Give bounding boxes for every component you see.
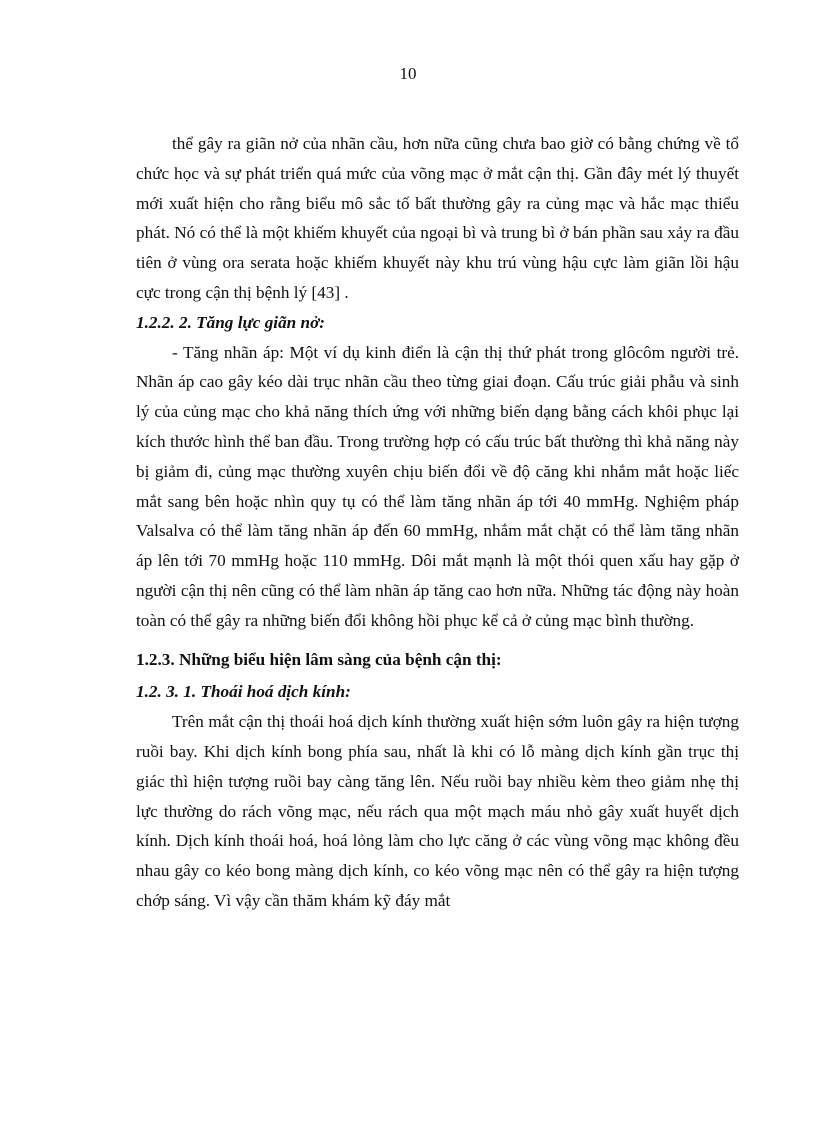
heading-tang-luc-gian-no: 1.2.2. 2. Tăng lực giãn nở: [136, 312, 326, 332]
paragraph-continued: thể gây ra giãn nở của nhãn cầu, hơn nữa cũng chưa bao giờ có bằng chứng về tổ chức học và sự phát triển quá mức của võng mạc ở mắt cận thị. Gần đây mét lý thuyết mới xuất hiện cho rằng biểu mô sắc tố bất thường gây ra củng mạc và hắc mạc thiểu phát. Nó có thể là một khiếm khuyết của ngoại bì và trung bì ở bán phần sau xảy ra đầu tiên ở vùng ora serata hoặc khiếm khuyết này khu trú vùng hậu cực làm giãn lồi hậu cực trong cận thị bệnh lý [43] . [136, 134, 739, 302]
page-content [136, 129, 739, 916]
spacer [136, 636, 739, 645]
heading-thoai-hoa-dich-kinh: 1.2. 3. 1. Thoái hoá dịch kính: [136, 682, 351, 702]
paragraph-thoai-hoa-dich-kinh: Trên mắt cận thị thoái hoá dịch kính thường xuất hiện sớm luôn gây ra hiện tượng ruồi bay. Khi dịch kính bong phía sau, nhất là khi có lỗ màng dịch kính gần trục thị giác thì hiện tượng ruồi bay càng tăng lên. Nếu ruồi bay nhiều kèm theo giảm nhẹ thị lực thường do rách võng mạc, nếu rách qua một mạch máu nhỏ gây xuất huyết dịch kính. Dịch kính thoái hoá, hoá lỏng làm cho lực căng ở các vùng võng mạc không đều nhau gây co kéo bong màng dịch kính, co kéo võng mạc nên có thể gây ra hiện tượng chớp sáng. Vì vậy cần thăm khám kỹ đáy mắt [136, 712, 739, 910]
paragraph-tang-nhan-ap: - Tăng nhãn áp: Một ví dụ kinh điển là cận thị thứ phát trong glôcôm người trẻ. Nhãn áp cao gây kéo dài trục nhãn cầu theo từng giai đoạn. Cấu trúc giải phẫu và sinh lý của củng mạc cho khả năng thích ứng với những biến dạng bằng cách khôi phục lại kích thước hình thể ban đầu. Trong trường hợp có cấu trúc bất thường thì khả năng này bị giảm đi, củng mạc thường xuyên chịu biến đổi về độ căng khi nhắm mắt hoặc liếc mắt sang bên hoặc nhìn quy tụ có thể làm tăng nhãn áp tới 40 mmHg. Nghiệm pháp Valsalva có thể làm tăng nhãn áp đến 60 mmHg, nhắm mắt chặt có thể làm tăng nhãn áp lên tới 70 mmHg hoặc 110 mmHg. Dôi mắt mạnh là một thói quen xấu hay gặp ở người cận thị nên cũng có thể làm nhãn áp tăng cao hơn nữa. Những tác động này hoàn toàn có thể gây ra những biến đổi không hồi phục kể cả ở củng mạc bình thường. [136, 342, 739, 630]
heading-bieu-hien-lam-sang: 1.2.3. Những biểu hiện lâm sàng của bệnh cận thị: [136, 649, 502, 669]
page-number: 10 [399, 64, 417, 83]
